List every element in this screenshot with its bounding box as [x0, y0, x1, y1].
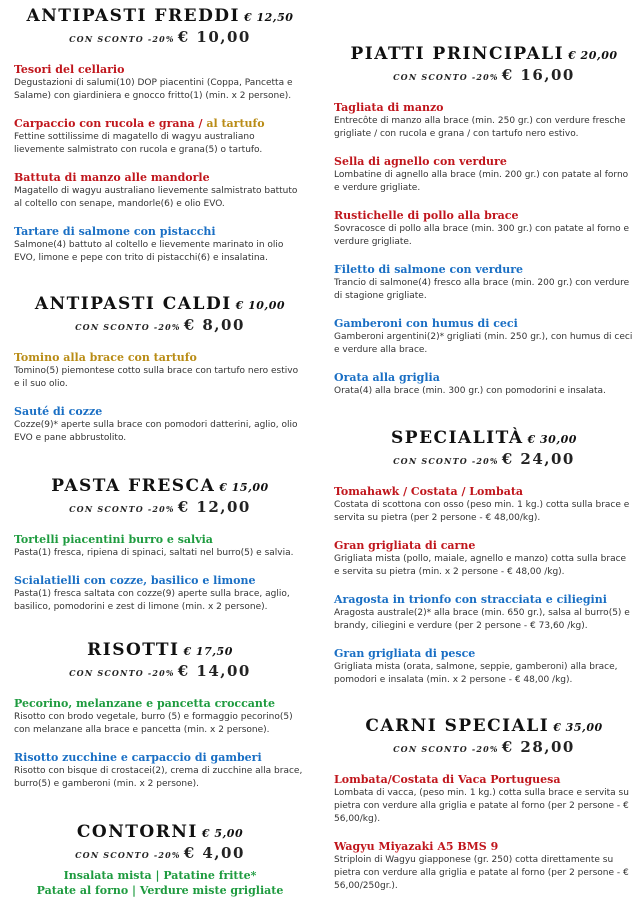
item-name: Tomahawk / Costata / Lombata [334, 485, 524, 498]
list-item [334, 538, 634, 579]
item-name: Tesori del cellario [14, 63, 125, 76]
list-item [334, 592, 634, 633]
list-item [14, 224, 306, 265]
item-name: Pecorino, melanzane e pancetta croccante [14, 697, 276, 710]
item-description: Risotto con brodo vegetale, burro (5) e formaggio pecorino(5) con melanzane alla brace e pancetta (min. x 2 persone). [14, 712, 293, 735]
item-name: Battuta di manzo alle mandorle [14, 171, 210, 184]
item-name: Rustichelle di pollo alla brace [334, 209, 519, 222]
item-description: Fettine sottilissime di magatello di wagyu australiano lievemente salmistrato con rucola e grana(5) o tartufo. [14, 132, 263, 155]
item-name: Scialatielli con cozze, basilico e limone [14, 574, 256, 587]
item-list [14, 350, 306, 445]
item-list [334, 484, 634, 687]
discount-line [334, 738, 634, 756]
list-item [334, 484, 634, 525]
discount-line [14, 844, 306, 862]
section-price: € 30,00 [527, 433, 577, 446]
section-price: € 17,50 [183, 645, 233, 658]
discount-line [14, 498, 306, 516]
discount-label: CON SCONTO -20% [69, 504, 175, 514]
item-description: Entrecôte di manzo alla brace (min. 250 gr.) con verdure fresche grigliate / con rucola e grana / con tartufo nero estivo. [334, 116, 626, 139]
list-item [14, 170, 306, 211]
item-name: Orata alla griglia [334, 371, 440, 384]
item-name: Wagyu Miyazaki A5 BMS 9 [334, 840, 499, 853]
section-price: € 5,00 [201, 827, 244, 840]
section-price: € 10,00 [235, 299, 286, 312]
section-price: € 15,00 [219, 481, 269, 494]
item-list [14, 62, 306, 265]
item-description: Pasta(1) fresca, ripiena di spinaci, saltati nel burro(5) e salvia. [14, 548, 294, 558]
discount-price: € 4,00 [183, 844, 245, 862]
item-name: Sauté di cozze [14, 405, 103, 418]
item-description: Striploin di Wagyu giapponese (gr. 250) cotta direttamente su pietra con verdure alla griglia e patate al forno (per 2 persone - € 56,00/250gr.). [334, 855, 629, 891]
item-description: Grigliata mista (pollo, maiale, agnello e manzo) cotta sulla brace e servita su pietra (min. x 2 persone - € 48,00 /kg). [334, 554, 627, 577]
discount-label: CON SCONTO -20% [69, 34, 175, 44]
section-title [14, 6, 306, 26]
item-description: Degustazioni di salumi(10) DOP piacentini (Coppa, Pancetta e Salame) con giardiniera e gnocco fritto(1) (min. x 2 persone). [14, 78, 293, 101]
item-name: Lombata/Costata di Vaca Portuguesa [334, 773, 561, 786]
section-title [334, 44, 634, 64]
item-description: Lombata di vacca, (peso min. 1 kg.) cotta sulla brace e servita su pietra con verdure alla griglia e patate al forno (per 2 persone - € 56,00/kg). [334, 788, 629, 824]
discount-label: CON SCONTO -20% [393, 744, 499, 754]
discount-label: CON SCONTO -20% [393, 72, 499, 82]
section-title-text: RISOTTI [87, 640, 180, 660]
section-title-text: CARNI SPECIALI [365, 716, 550, 736]
discount-line [14, 662, 306, 680]
section-title [334, 716, 634, 736]
section-price: € 35,00 [553, 721, 603, 734]
item-description: Salmone(4) battuto al coltello e lievemente marinato in olio EVO, limone e pepe con trito di pistacchi(6) e insalatina. [14, 240, 284, 263]
list-item [14, 696, 306, 737]
list-item [334, 100, 634, 141]
discount-line [334, 450, 634, 468]
section-title-text: PASTA FRESCA [51, 476, 216, 496]
item-description: Tomino(5) piemontese cotto sulla brace con tartufo nero estivo e il suo olio. [14, 366, 299, 389]
item-description: Grigliata mista (orata, salmone, seppie, gamberoni) alla brace, pomodori e insalata (min. x 2 persone - € 48,00 /kg). [334, 662, 618, 685]
section-title-text: CONTORNI [76, 822, 198, 842]
list-item [334, 646, 634, 687]
item-description: Trancio di salmone(4) fresco alla brace (min. 200 gr.) con verdure di stagione grigliate. [334, 278, 630, 301]
list-item [14, 116, 306, 157]
item-description: Risotto con bisque di crostacei(2), crema di zucchine alla brace, burro(5) e gamberoni (min. x 2 persone). [14, 766, 303, 789]
item-description: Gamberoni argentini(2)* grigliati (min. 250 gr.), con humus di ceci e verdure alla brace. [334, 332, 633, 355]
section-title-text: ANTIPASTI CALDI [34, 294, 232, 314]
item-list [334, 772, 634, 893]
discount-price: € 16,00 [501, 66, 575, 84]
item-name: Tomino alla brace con tartufo [14, 351, 197, 364]
list-item [334, 208, 634, 249]
item-name-part: Carpaccio con rucola e grana / [14, 117, 207, 130]
item-name: Tartare di salmone con pistacchi [14, 225, 216, 238]
item-list [14, 696, 306, 791]
item-list [334, 100, 634, 398]
item-name [14, 116, 306, 131]
item-list [14, 532, 306, 614]
section-specialita [334, 428, 634, 700]
item-description: Orata(4) alla brace (min. 300 gr.) con pomodorini e insalata. [334, 386, 606, 396]
list-item [334, 839, 634, 893]
section-title-text: SPECIALITÀ [391, 428, 524, 448]
list-item [14, 62, 306, 103]
list-item [334, 154, 634, 195]
item-description: Lombatine di agnello alla brace (min. 200 gr.) con patate al forno e verdure grigliate. [334, 170, 629, 193]
discount-label: CON SCONTO -20% [393, 456, 499, 466]
item-description: Aragosta australe(2)* alla brace (min. 650 gr.), salsa al burro(5) e brandy, ciliegini e verdure (per 2 persone - € 73,60 /kg). [334, 608, 630, 631]
discount-line [334, 66, 634, 84]
section-title-text: ANTIPASTI FREDDI [26, 6, 241, 26]
section-contorni [14, 822, 306, 898]
section-price: € 12,50 [244, 11, 294, 24]
item-name: Tortelli piacentini burro e salvia [14, 533, 213, 546]
section-title [14, 476, 306, 496]
discount-price: € 14,00 [177, 662, 251, 680]
list-item [334, 262, 634, 303]
discount-price: € 12,00 [177, 498, 251, 516]
list-item [334, 316, 634, 357]
list-item [14, 573, 306, 614]
discount-price: € 24,00 [501, 450, 575, 468]
discount-line [14, 28, 306, 46]
section-title-text: PIATTI PRINCIPALI [350, 44, 565, 64]
item-name: Aragosta in trionfo con stracciata e ciliegini [334, 593, 607, 606]
item-name-part: al tartufo [206, 117, 265, 130]
contorni-line: Insalata mista | Patatine fritte* [63, 869, 257, 882]
item-description: Costata di scottona con osso (peso min. 1 kg.) cotta sulla brace e servita su pietra (per 2 persone - € 48,00/kg). [334, 500, 630, 523]
item-name: Sella di agnello con verdure [334, 155, 507, 168]
item-description: Pasta(1) fresca saltata con cozze(9) aperte sulla brace, aglio, basilico, pomodorini e zest di limone (min. x 2 persone). [14, 589, 290, 612]
contorni-list [14, 868, 306, 898]
section-carni-speciali [334, 716, 634, 905]
section-risotti [14, 640, 306, 804]
list-item [14, 532, 306, 560]
section-title [14, 294, 306, 314]
item-description: Magatello di wagyu australiano lievemente salmistrato battuto al coltello con senape, mandorle(6) e olio EVO. [14, 186, 298, 209]
item-name: Gran grigliata di pesce [334, 647, 476, 660]
section-price: € 20,00 [568, 49, 618, 62]
item-name: Risotto zucchine e carpaccio di gamberi [14, 751, 262, 764]
section-title [14, 640, 306, 660]
section-antipasti-freddi [14, 6, 306, 278]
list-item [334, 772, 634, 826]
discount-label: CON SCONTO -20% [69, 668, 175, 678]
discount-label: CON SCONTO -20% [75, 322, 181, 332]
discount-line [14, 316, 306, 334]
section-title [334, 428, 634, 448]
list-item [14, 350, 306, 391]
item-name: Filetto di salmone con verdure [334, 263, 524, 276]
list-item [334, 370, 634, 398]
list-item [14, 750, 306, 791]
section-title [14, 822, 306, 842]
section-pasta-fresca [14, 476, 306, 627]
item-name: Tagliata di manzo [334, 101, 444, 114]
discount-price: € 8,00 [183, 316, 245, 334]
item-description: Sovracosce di pollo alla brace (min. 300 gr.) con patate al forno e verdure grigliate. [334, 224, 630, 247]
list-item [14, 404, 306, 445]
discount-price: € 10,00 [177, 28, 251, 46]
section-piatti-principali [334, 44, 634, 411]
discount-price: € 28,00 [501, 738, 575, 756]
item-description: Cozze(9)* aperte sulla brace con pomodori datterini, aglio, olio EVO e pane abbrustolito. [14, 420, 298, 443]
item-name: Gamberoni con humus di ceci [334, 317, 518, 330]
section-antipasti-caldi [14, 294, 306, 458]
discount-label: CON SCONTO -20% [75, 850, 181, 860]
item-name: Gran grigliata di carne [334, 539, 476, 552]
contorni-line: Patate al forno | Verdure miste grigliate [36, 884, 284, 897]
